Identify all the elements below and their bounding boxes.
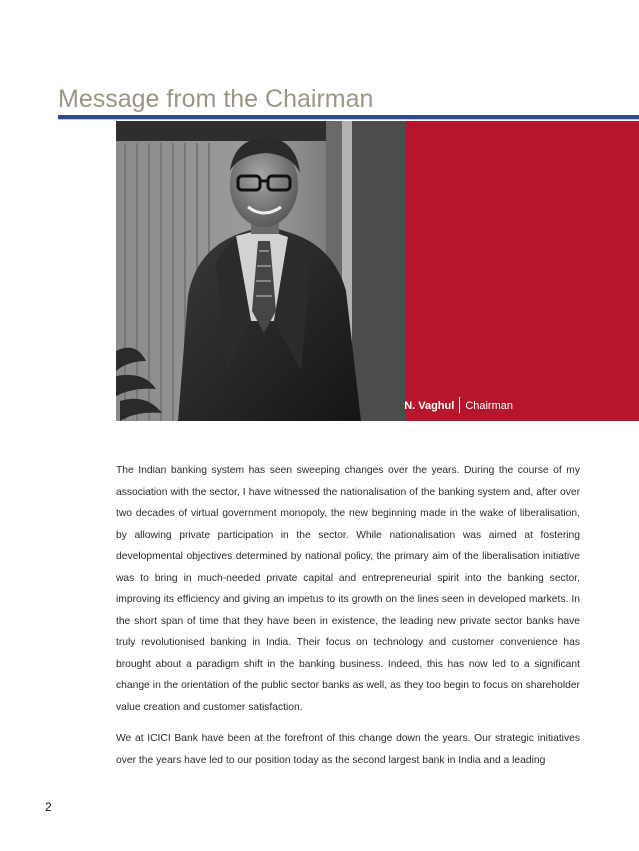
body-paragraph: We at ICICI Bank have been at the forefront of this change down the years. Our strategic initiatives over the years have led to our position today as the second largest bank in India and a leading bbox=[116, 733, 580, 766]
red-panel bbox=[406, 121, 639, 421]
photo-caption bbox=[404, 397, 513, 413]
caption-separator bbox=[459, 397, 460, 413]
caption-title: Chairman bbox=[465, 400, 513, 412]
page-number: 2 bbox=[45, 800, 52, 814]
message-body bbox=[116, 460, 580, 781]
caption-name: N. Vaghul bbox=[404, 400, 455, 412]
page-heading: Message from the Chairman bbox=[58, 85, 374, 113]
heading-rule-shadow bbox=[58, 119, 639, 120]
body-paragraph: The Indian banking system has seen sweeping changes over the years. During the course of my association with the sector, I have witnessed the nationalisation of the banking system and, after over two decades of virtual government monopoly, the new beginning made in the wake of liberalisation, by allowing private participation in the sector. While nationalisation was aimed at fostering developmental objectives determined by national policy, the primary aim of the liberalisation initiative was to bring in much-needed private capital and entrepreneurial spirit into the banking sector, improving its efficiency and giving an impetus to its growth on the lines seen in developed markets. In the short span of time that they have been in existence, the leading new private sector banks have truly revolutionised banking in India. Their focus on technology and customer convenience has brought about a paradigm shift in the banking business. Indeed, this has now led to a significant change in the orientation of the public sector banks as well, as they too begin to focus on shareholder value creation and customer satisfaction. bbox=[116, 465, 580, 713]
chairman-photo bbox=[116, 121, 406, 421]
